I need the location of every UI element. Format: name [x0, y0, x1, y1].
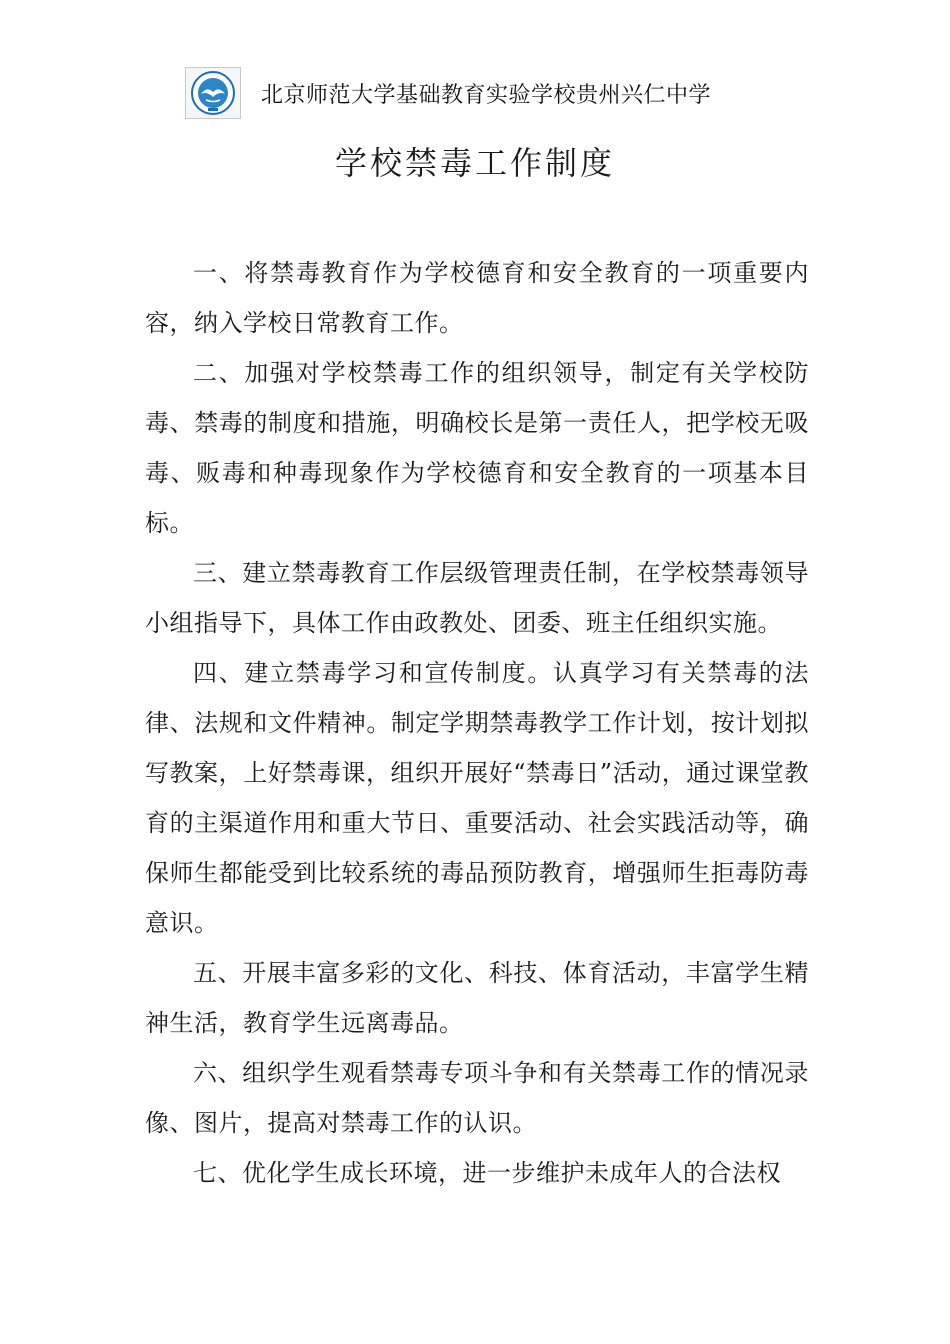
paragraph-1: 一、将禁毒教育作为学校德育和安全教育的一项重要内容，纳入学校日常教育工作。: [145, 259, 809, 337]
school-emblem-icon: [185, 67, 241, 119]
school-name: 北京师范大学基础教育实验学校贵州兴仁中学: [261, 82, 712, 108]
paragraph-4: 四、建立禁毒学习和宣传制度。认真学习有关禁毒的法律、法规和文件精神。制定学期禁毒教学工作计划，按计划拟写教案，上好禁毒课，组织开展好“禁毒日”活动，通过课堂教育的主渠道作用和重大节日、重要活动、社会实践活动等，确保师生都能受到比较系统的毒品预防教育，增强师生拒毒防毒意识。: [145, 659, 809, 937]
document-header: [185, 66, 711, 120]
paragraph-6: 六、组织学生观看禁毒专项斗争和有关禁毒工作的情况录像、图片，提高对禁毒工作的认识。: [145, 1059, 809, 1137]
document-title: 学校禁毒工作制度: [334, 144, 615, 182]
school-emblem-graphic: [189, 70, 237, 116]
paragraph-3: 三、建立禁毒教育工作层级管理责任制，在学校禁毒领导小组指导下，具体工作由政教处、团委、班主任组织实施。: [145, 559, 809, 637]
paragraph-5: 五、开展丰富多彩的文化、科技、体育活动，丰富学生精神生活，教育学生远离毒品。: [145, 959, 809, 1037]
document-body: [145, 248, 809, 1198]
paragraph-7: 七、优化学生成长环境，进一步维护未成年人的合法权: [193, 1159, 781, 1187]
paragraph-2: 二、加强对学校禁毒工作的组织领导，制定有关学校防毒、禁毒的制度和措施，明确校长是第一责任人，把学校无吸毒、贩毒和种毒现象作为学校德育和安全教育的一项基本目标。: [145, 359, 809, 537]
